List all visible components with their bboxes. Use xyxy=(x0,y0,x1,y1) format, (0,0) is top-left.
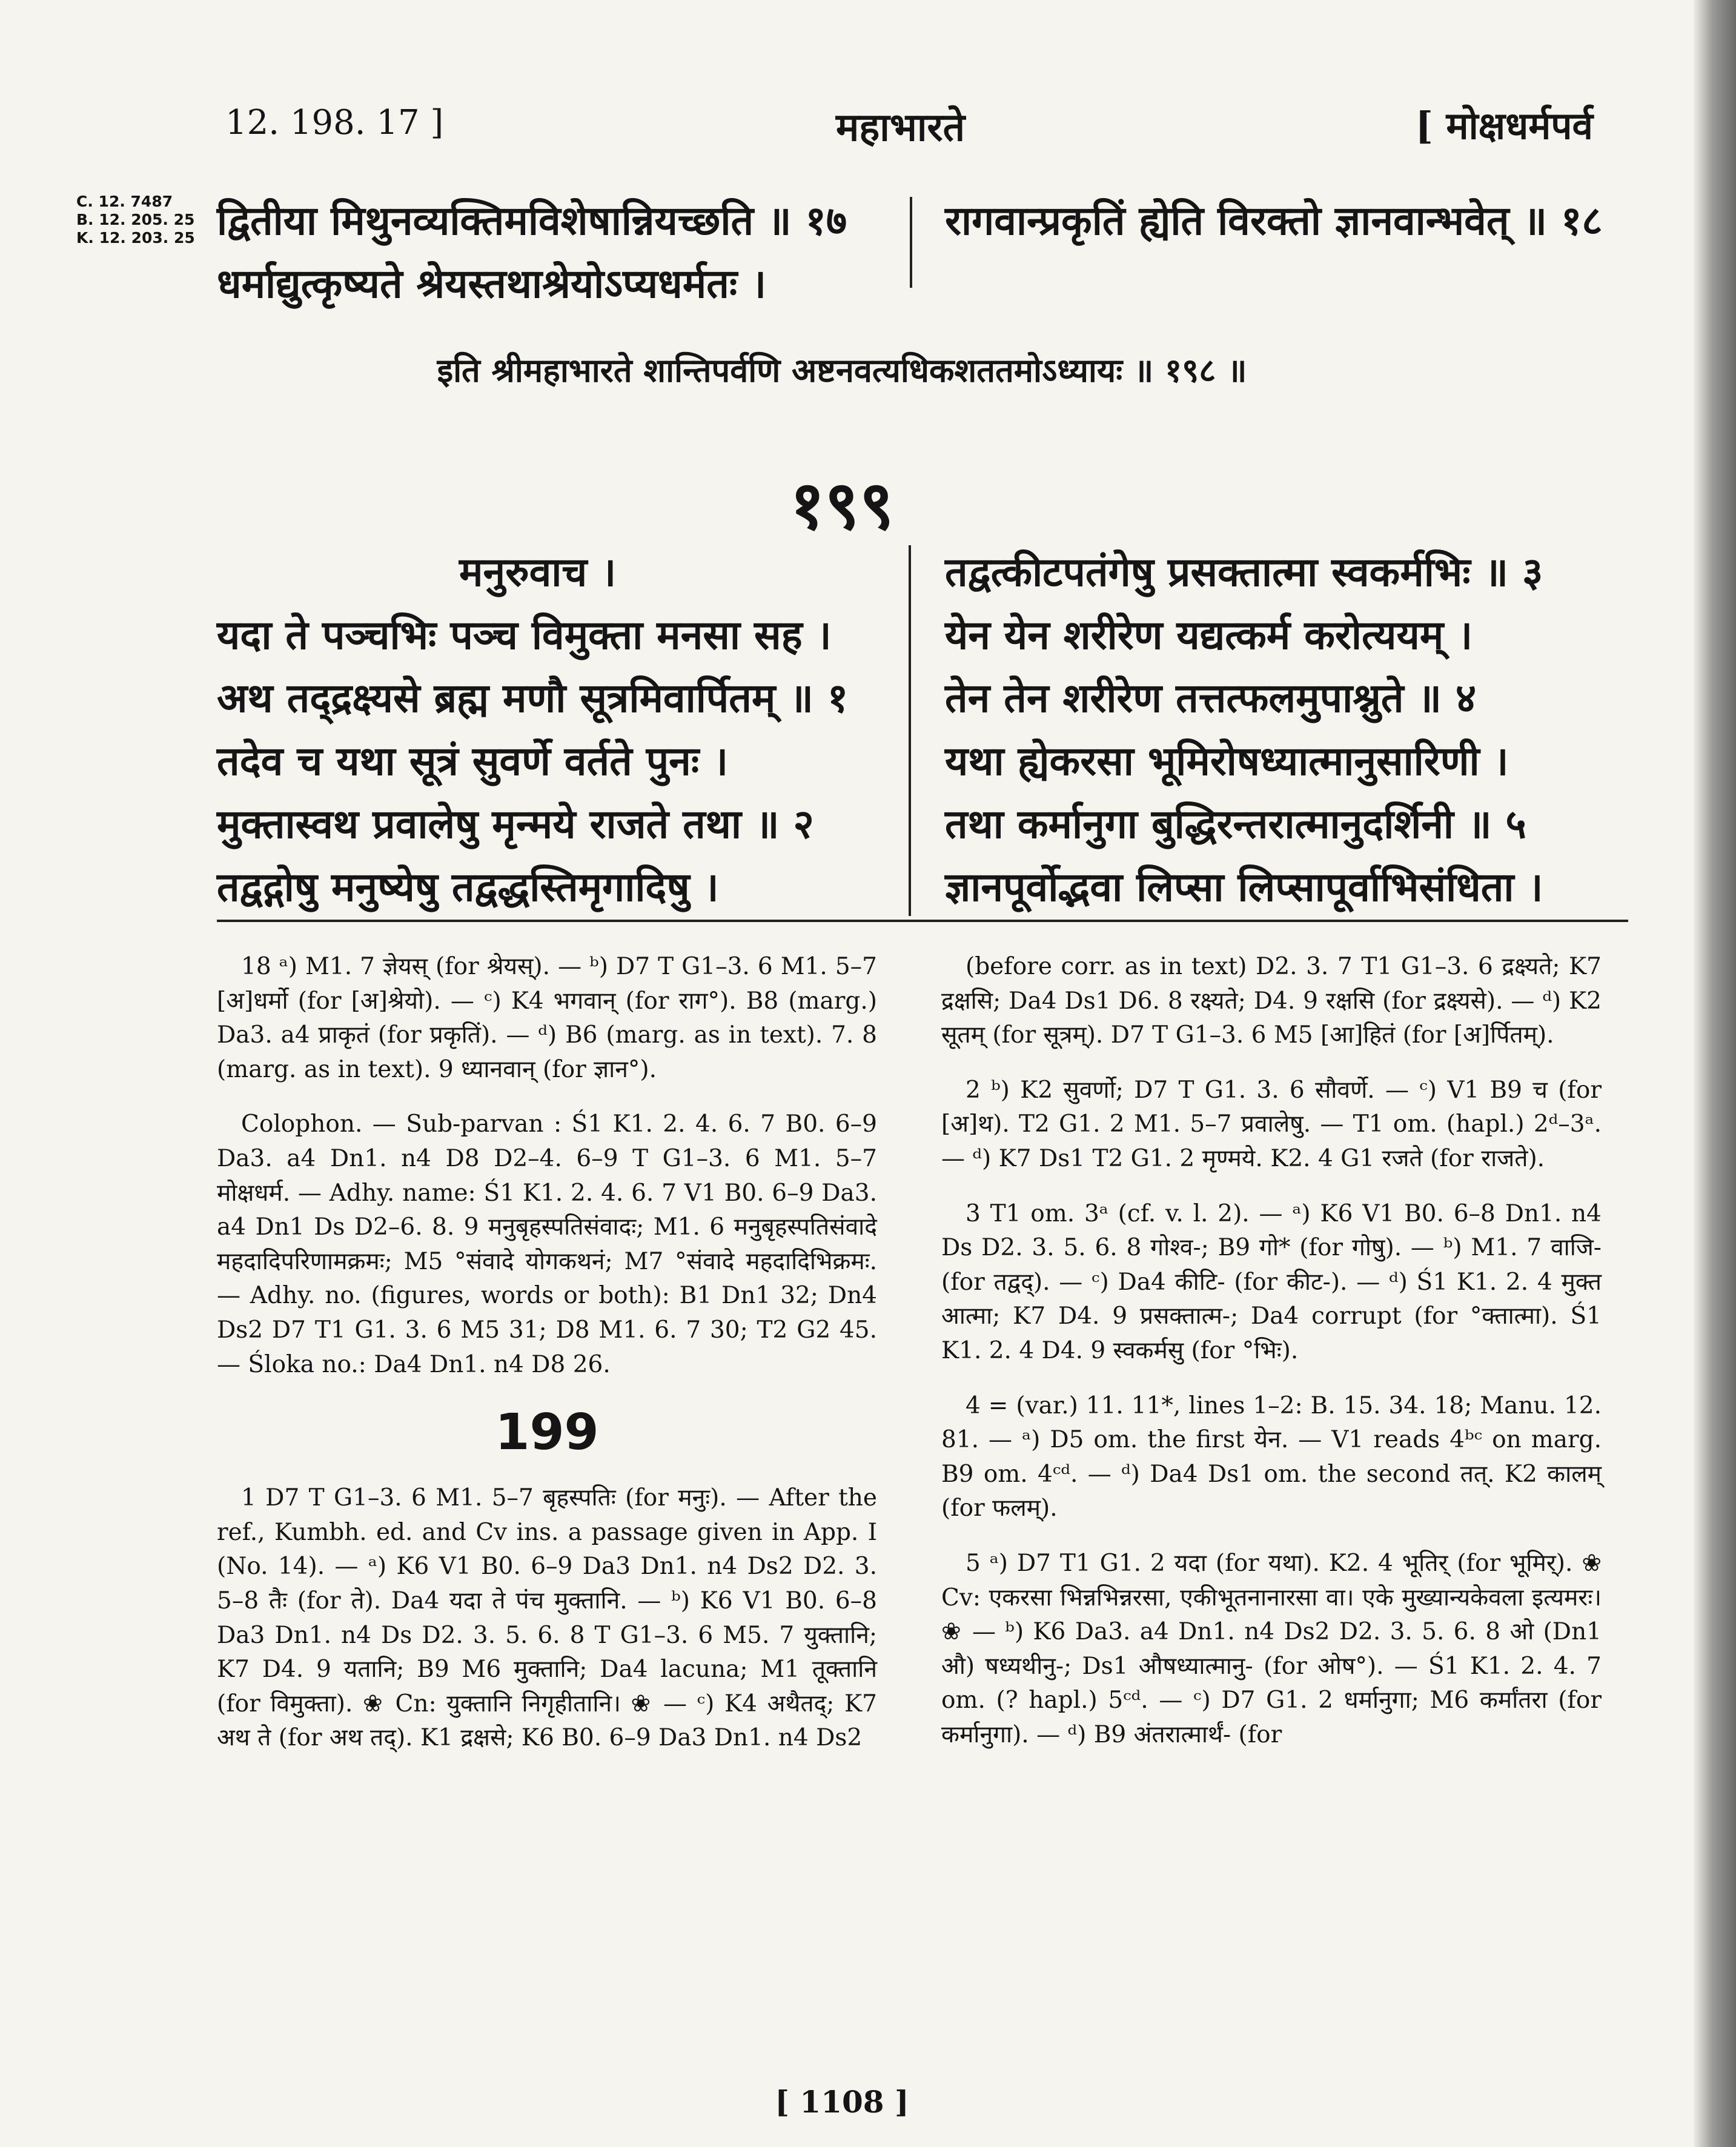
critical-notes-right xyxy=(941,950,1602,1773)
verse-block-right xyxy=(945,540,1629,918)
verse-line: रागवान्प्रकृतिं ह्येति विरक्तो ज्ञानवान्भवेत् ॥ १८ xyxy=(945,197,1603,244)
verse-line: तदेव च यथा सूत्रं सुवर्णे वर्तते पुनः । xyxy=(217,737,729,785)
column-divider xyxy=(909,545,911,916)
speaker-line: मनुरुवाच । xyxy=(459,548,617,596)
chapter-number: १९९ xyxy=(790,466,894,544)
concordance-bombay: B. 12. 205. 25 xyxy=(76,211,195,228)
note-paragraph: 5 ᵃ) D7 T1 G1. 2 यदा (for यथा). K2. 4 भूतिर् (for भूमिर्). ❀ Cv: एकरसा भिन्नभिन्नरसा, एकीभूतनानारसा वा। एके मुख्यान्यकेवला इत्यमरः। ❀ — ᵇ) K6 Da3. a4 Dn1. n4 Ds2 D2. 3. 5. 6. 8 ओ (Dn1 औ) षध्यथीनु-; Ds1 औषध्यात्मानु- (for ओष°). — Ś1 K1. 2. 4. 7 om. (? hapl.) 5ᶜᵈ. — ᶜ) D7 G1. 2 धर्मानुगा; M6 कर्मांतरा (for कर्मानुगा). — ᵈ) B9 अंतरात्मार्थं- (for xyxy=(941,1549,1602,1748)
verse-line: मुक्तास्वथ प्रवालेषु मृन्मये राजते तथा ॥ २ xyxy=(217,800,814,848)
page-number: [ 1108 ] xyxy=(775,2084,909,2120)
verse-line: ज्ञानपूर्वोद्भवा लिप्सा लिप्सापूर्वाभिसंधिता । xyxy=(945,863,1543,911)
verse-line: यदा ते पञ्चभिः पञ्च विमुक्ता मनसा सह । xyxy=(217,611,832,659)
note-paragraph: 4 = (var.) 11. 11*, lines 1–2: B. 15. 34. 18; Manu. 12. 81. — ᵃ) D5 om. the first येन. — V1 reads 4ᵇᶜ on marg. B9 om. 4ᶜᵈ. — ᵈ) Da4 Ds1 om. the second तत्. K2 कालम् (for फलम्). xyxy=(941,1392,1602,1522)
verse-line: तेन तेन शरीरेण तत्तत्फलमुपाश्नुते ॥ ४ xyxy=(945,674,1477,722)
notes-separator xyxy=(217,920,1628,922)
book-title: महाभारते xyxy=(836,105,966,150)
verse-block-top-right xyxy=(945,189,1629,252)
running-header xyxy=(0,91,1684,164)
note-paragraph: 3 T1 om. 3ᵃ (cf. v. l. 2). — ᵃ) K6 V1 B0. 6–8 Dn1. n4 Ds D2. 3. 5. 6. 8 गोश्व-; B9 गो* (for गोषु). — ᵇ) M1. 7 वाजि- (for तद्वद्). — ᶜ) Da4 कीटि- (for कीट-). — ᵈ) Ś1 K1. 2. 4 मुक्त आत्मा; K7 D4. 9 प्रसक्तात्म-; Da4 corrupt (for °क्तात्मा). Ś1 K1. 2. 4 D4. 9 स्वकर्मसु (for °भिः). xyxy=(941,1200,1602,1364)
verse-line: तथा कर्मानुगा बुद्धिरन्तरात्मानुदर्शिनी ॥ ५ xyxy=(945,800,1526,848)
verse-line: अथ तद्द्रक्ष्यसे ब्रह्म मणौ सूत्रमिवार्पितम् ॥ १ xyxy=(217,674,849,722)
page-edge-shadow xyxy=(1694,0,1736,2147)
verse-line: द्वितीया मिथुनव्यक्तिमविशेषान्नियच्छति ॥ १७ xyxy=(217,197,847,244)
critical-notes-left xyxy=(217,950,877,1776)
verse-line: धर्माद्युत्कृष्यते श्रेयस्तथाश्रेयोऽप्यधर्मतः । xyxy=(217,260,767,307)
note-paragraph: Colophon. — Sub-parvan : Ś1 K1. 2. 4. 6. 7 B0. 6–9 Da3. a4 Dn1. n4 D8 D2–4. 6–9 T G1–3. 6 M1. 5–7 मोक्षधर्म. — Adhy. name: Ś1 K1. 2. 4. 6. 7 V1 B0. 6–9 Da3. a4 Dn1 Ds D2–6. 8. 9 मनुबृहस्पतिसंवादः; M1. 6 मनुबृहस्पतिसंवादे महदादिपरिणामक्रमः; M5 °संवादे योगकथनं; M7 °संवादे महदादिभिक्रमः. — Adhy. no. (figures, words or both): B1 Dn1 32; Dn4 Ds2 D7 T1 G1. 3. 6 M5 31; D8 M1. 6. 7 30; T2 G2 45. — Śloka no.: Da4 Dn1. n4 D8 26. xyxy=(217,1110,877,1378)
notes-chapter-heading: 199 xyxy=(495,1404,599,1462)
note-paragraph: 18 ᵃ) M1. 7 ज्ञेयस् (for श्रेयस्). — ᵇ) D7 T G1–3. 6 M1. 5–7 [अ]धर्मो (for [अ]श्रेयो). — ᶜ) K4 भगवान् (for राग°). B8 (marg.) Da3. a4 प्राकृतं (for प्रकृतिं). — ᵈ) B6 (marg. as in text). 7. 8 (marg. as in text). 9 ध्यानवान् (for ज्ञान°). xyxy=(217,953,877,1083)
note-paragraph: 2 ᵇ) K2 सुवर्णो; D7 T G1. 3. 6 सौवर्णे. — ᶜ) V1 B9 च (for [अ]थ). T2 G1. 2 M1. 5–7 प्रवालेषु. — T1 om. (hapl.) 2ᵈ–3ᵃ. — ᵈ) K7 Ds1 T2 G1. 2 मृण्मये. K2. 4 G1 रजते (for राजते). xyxy=(941,1076,1602,1172)
verse-line: तद्वद्गोषु मनुष्येषु तद्वद्धस्तिमृगादिषु । xyxy=(217,863,719,911)
note-paragraph: 1 D7 T G1–3. 6 M1. 5–7 बृहस्पतिः (for मनुः). — After the ref., Kumbh. ed. and Cv ins. a passage given in App. I (No. 14). — ᵃ) K6 V1 B0. 6–9 Da3 Dn1. n4 Ds2 D2. 3. 5–8 तैः (for ते). Da4 यदा ते पंच मुक्तानि. — ᵇ) K6 V1 B0. 6–8 Da3 Dn1. n4 Ds D2. 3. 5. 6. 8 T G1–3. 6 M5. 7 युक्तानि; K7 D4. 9 यतानि; B9 M6 मुक्तानि; Da4 lacuna; M1 तूक्तानि (for विमुक्ता). ❀ Cn: युक्तानि निगृहीतानि। ❀ — ᶜ) K4 अथैतद्; K7 अथ ते (for अथ तद्). K1 द्रक्षसे; K6 B0. 6–9 Da3 Dn1. n4 Ds2 xyxy=(217,1484,877,1752)
verse-line: यथा ह्येकरसा भूमिरोषध्यात्मानुसारिणी । xyxy=(945,737,1509,785)
chapter-colophon: इति श्रीमहाभारते शान्तिपर्वणि अष्टनवत्यधिकशततमोऽध्यायः ॥ १९८ ॥ xyxy=(437,351,1247,390)
concordance-kumbh: K. 12. 203. 25 xyxy=(76,229,195,247)
verse-reference: 12. 198. 17 ] xyxy=(225,103,444,142)
concordance-calcutta: C. 12. 7487 xyxy=(76,193,173,210)
note-paragraph: (before corr. as in text) D2. 3. 7 T1 G1–3. 6 द्रक्ष्यते; K7 द्रक्षसि; Da4 Ds1 D6. 8 रक्ष्यते; D4. 9 रक्षसि (for द्रक्ष्यसे). — ᵈ) K2 सूतम् (for सूत्रम्). D7 T G1–3. 6 M5 [आ]हितं (for [अ]र्पितम्). xyxy=(941,953,1602,1049)
section-title: [ मोक्षधर्मपर्व xyxy=(1415,104,1593,148)
column-divider xyxy=(910,197,912,288)
verse-line: तद्वत्कीटपतंगेषु प्रसक्तात्मा स्वकर्मभिः ॥ ३ xyxy=(945,548,1543,596)
verse-block-top-left xyxy=(217,189,895,315)
concordance-refs xyxy=(76,193,195,247)
verse-block-left xyxy=(217,540,895,918)
verse-line: येन येन शरीरेण यद्यत्कर्म करोत्ययम् । xyxy=(945,611,1473,659)
